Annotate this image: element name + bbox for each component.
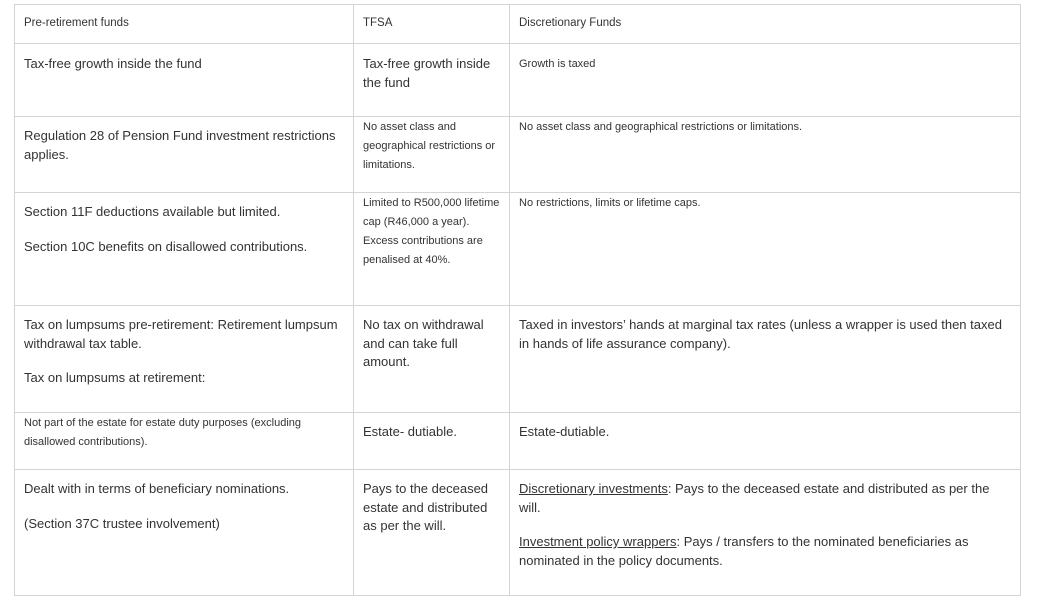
table-cell: Pays to the deceased estate and distributed as per the will. xyxy=(354,470,510,596)
table-row xyxy=(15,306,1021,413)
table-cell: No asset class and geographical restrictions or limitations. xyxy=(510,117,1021,193)
table-row xyxy=(15,193,1021,306)
header-tfsa: TFSA xyxy=(354,5,510,44)
table-cell: Taxed in investors’ hands at marginal tax rates (unless a wrapper is used then taxed in hands of life assurance company). xyxy=(510,306,1021,413)
table-row xyxy=(15,413,1021,470)
table-row xyxy=(15,117,1021,193)
comparison-table xyxy=(14,4,1021,596)
table-cell: No restrictions, limits or lifetime caps. xyxy=(510,193,1021,306)
header-discretionary-funds: Discretionary Funds xyxy=(510,5,1021,44)
table-cell: Tax-free growth inside the fund xyxy=(15,44,354,117)
table-cell: Tax on lumpsums pre-retirement: Retirement lumpsum withdrawal tax table. Tax on lumpsums at retirement: xyxy=(15,306,354,413)
table-cell: Tax-free growth inside the fund xyxy=(354,44,510,117)
table-cell: Growth is taxed xyxy=(510,44,1021,117)
table-cell: No tax on withdrawal and can take full amount. xyxy=(354,306,510,413)
discretionary-investments-note: Discretionary investments: Pays to the deceased estate and distributed as per the will. xyxy=(519,481,990,515)
table-cell xyxy=(510,470,1021,596)
investment-policy-wrappers-note: Investment policy wrappers: Pays / transfers to the nominated beneficiaries as nominated in the policy documents. xyxy=(519,534,969,568)
table-cell: Regulation 28 of Pension Fund investment restrictions applies. xyxy=(15,117,354,193)
table-cell: Dealt with in terms of beneficiary nominations. (Section 37C trustee involvement) xyxy=(15,470,354,596)
investment-policy-wrappers-label: Investment policy wrappers xyxy=(519,534,677,549)
table-cell: Limited to R500,000 lifetime cap (R46,000 a year). Excess contributions are penalised at 40%. xyxy=(354,193,510,306)
table-cell: Estate- dutiable. xyxy=(354,413,510,470)
header-pre-retirement-funds: Pre-retirement funds xyxy=(15,5,354,44)
header-row xyxy=(15,5,1021,44)
table-cell: Section 11F deductions available but limited. Section 10C benefits on disallowed contributions. xyxy=(15,193,354,306)
table-row xyxy=(15,44,1021,117)
table-row xyxy=(15,470,1021,596)
table-cell: Estate-dutiable. xyxy=(510,413,1021,470)
table-cell: No asset class and geographical restrictions or limitations. xyxy=(354,117,510,193)
discretionary-investments-label: Discretionary investments xyxy=(519,481,668,496)
table-cell: Not part of the estate for estate duty purposes (excluding disallowed contributions). xyxy=(15,413,354,470)
